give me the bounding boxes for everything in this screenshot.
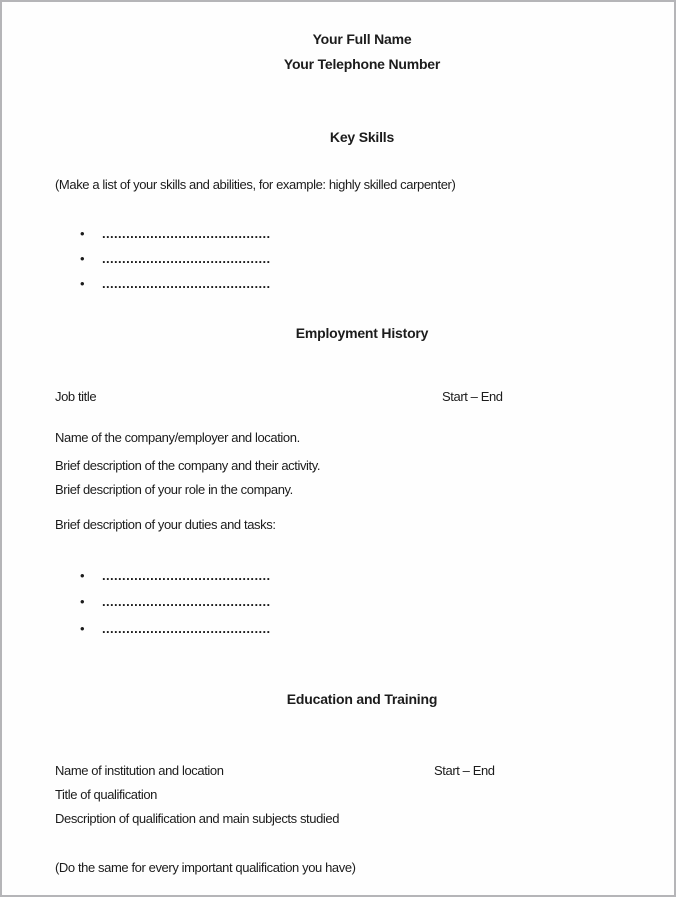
duties-label: Brief description of your duties and tasks:: [55, 517, 276, 532]
duty-dotted-placeholder: ..........................................: [102, 621, 271, 636]
education-note: (Do the same for every important qualification you have): [55, 860, 356, 875]
bullet-icon: •: [80, 251, 85, 266]
bullet-icon: •: [80, 621, 85, 636]
bullet-icon: •: [80, 568, 85, 583]
employment-history-heading: Employment History: [295, 325, 429, 341]
full-name-heading: Your Full Name: [312, 31, 412, 47]
qualification-title-line: Title of qualification: [55, 787, 157, 802]
education-training-heading: Education and Training: [286, 691, 438, 707]
key-skills-heading: Key Skills: [329, 129, 395, 145]
institution-label: Name of institution and location: [55, 763, 224, 778]
skill-dotted-placeholder: ..........................................: [102, 226, 271, 241]
skill-dotted-placeholder: ..........................................: [102, 276, 271, 291]
job-title-label: Job title: [55, 389, 97, 404]
telephone-heading: Your Telephone Number: [283, 56, 441, 72]
duty-dotted-placeholder: ..........................................: [102, 594, 271, 609]
company-location-line: Name of the company/employer and location.: [55, 430, 300, 445]
company-activity-line: Brief description of the company and their activity.: [55, 458, 321, 473]
education-date-range: Start – End: [434, 763, 495, 778]
key-skills-note: (Make a list of your skills and abilities, for example: highly skilled carpenter): [55, 177, 456, 192]
bullet-icon: •: [80, 276, 85, 291]
bullet-icon: •: [80, 226, 85, 241]
duty-dotted-placeholder: ..........................................: [102, 568, 271, 583]
bullet-icon: •: [80, 594, 85, 609]
skill-dotted-placeholder: ..........................................: [102, 251, 271, 266]
qualification-description-line: Description of qualification and main subjects studied: [55, 811, 340, 826]
company-role-line: Brief description of your role in the company.: [55, 482, 293, 497]
employment-date-range: Start – End: [442, 389, 503, 404]
